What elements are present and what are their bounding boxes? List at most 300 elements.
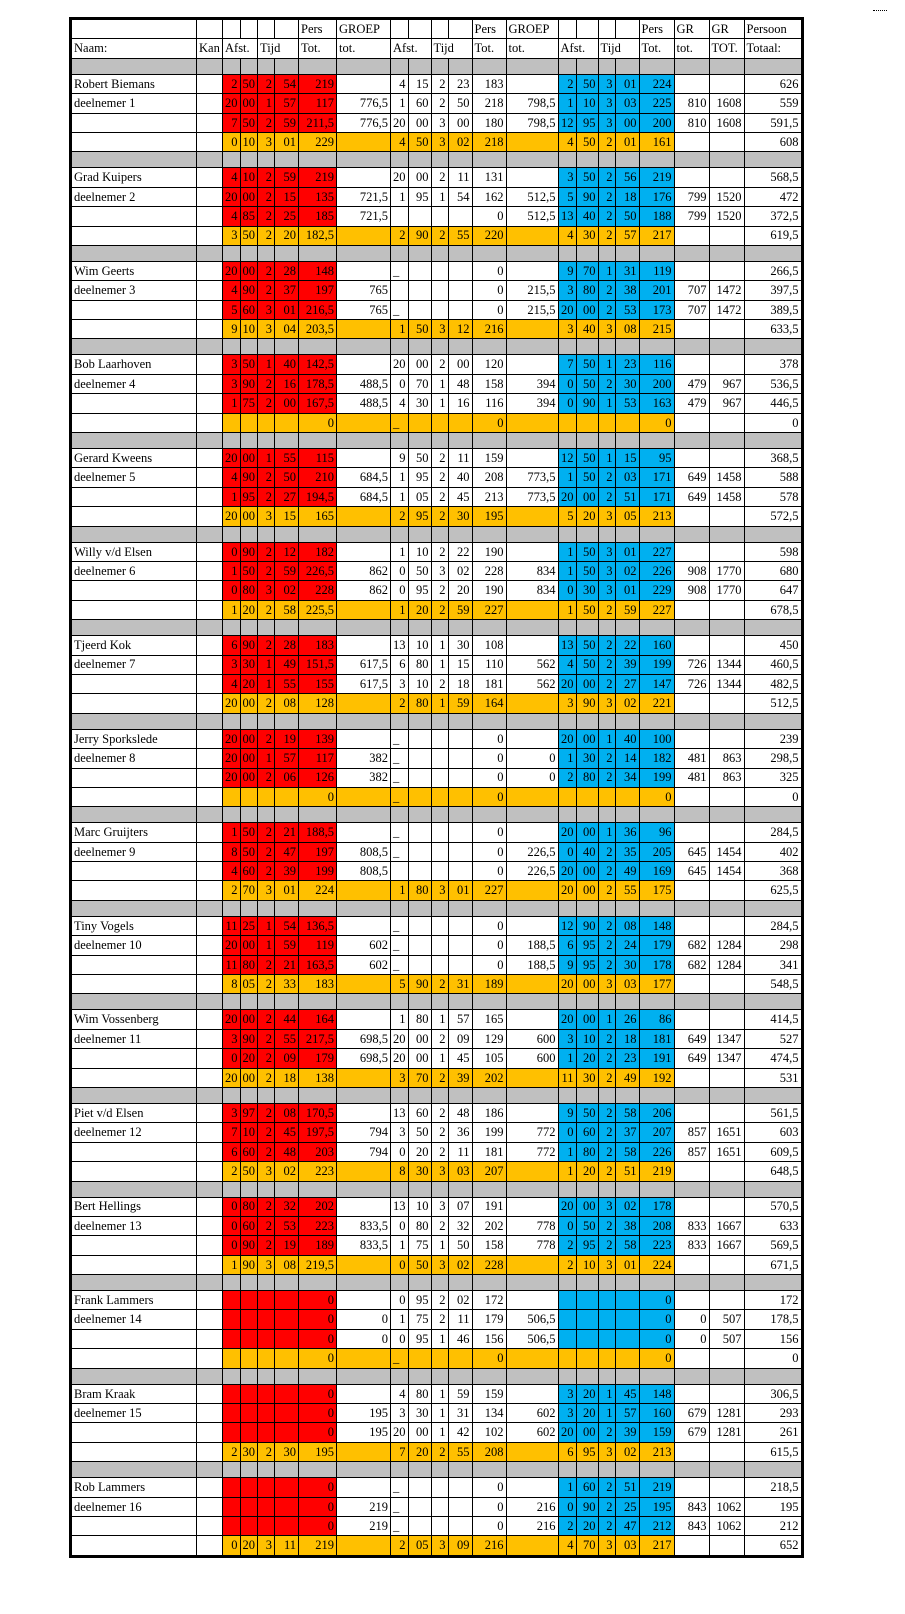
score-cell: 190 [472, 581, 506, 600]
header-cell [240, 20, 258, 39]
score-cell [674, 74, 709, 93]
score-cell: 148 [639, 916, 674, 935]
score-cell: 40 [576, 842, 598, 861]
score-cell: 3 [558, 1029, 576, 1048]
score-cell [275, 1349, 299, 1368]
score-cell: 0 [299, 787, 337, 806]
separator-cell [598, 994, 615, 1010]
score-cell [506, 1291, 558, 1310]
score-cell: 01 [448, 881, 472, 900]
score-cell [431, 768, 448, 787]
separator-row [72, 152, 802, 168]
score-cell [197, 1291, 223, 1310]
score-cell: 2 [598, 1423, 615, 1442]
separator-cell [674, 1087, 709, 1103]
separator-cell [408, 58, 431, 74]
score-cell [576, 1291, 598, 1310]
score-cell: 450 [744, 636, 801, 655]
score-cell [197, 916, 223, 935]
score-cell: 6 [223, 1142, 241, 1161]
score-cell [240, 1497, 258, 1516]
separator-cell [258, 807, 275, 823]
score-cell: 117 [299, 94, 337, 113]
participant-name-cell [72, 1068, 197, 1087]
separator-cell [337, 526, 391, 542]
separator-cell [744, 1181, 801, 1197]
score-cell: 20 [223, 449, 241, 468]
separator-cell [615, 713, 639, 729]
score-cell: 284,5 [744, 916, 801, 935]
score-cell [448, 916, 472, 935]
score-cell: 1667 [709, 1216, 744, 1235]
score-cell: 181 [472, 674, 506, 693]
score-cell: 148 [639, 1384, 674, 1403]
separator-cell [197, 620, 223, 636]
score-cell: _ [391, 1497, 409, 1516]
score-cell: 1 [431, 394, 448, 413]
score-cell: 20 [408, 1142, 431, 1161]
participant-summary-row [72, 507, 802, 526]
score-cell: 2 [558, 1255, 576, 1274]
score-cell [408, 842, 431, 861]
score-cell: 51 [615, 1478, 639, 1497]
separator-cell [299, 807, 337, 823]
separator-cell [223, 1462, 241, 1478]
separator-cell [408, 152, 431, 168]
separator-cell [391, 900, 409, 916]
separator-cell [223, 900, 241, 916]
separator-cell [258, 58, 275, 74]
score-cell: 0 [472, 749, 506, 768]
score-cell [197, 881, 223, 900]
score-cell [197, 1049, 223, 1068]
score-cell: 102 [472, 1423, 506, 1442]
score-cell [337, 600, 391, 619]
score-cell: 2 [431, 94, 448, 113]
separator-cell [223, 1087, 241, 1103]
score-cell [258, 1329, 275, 1348]
separator-cell [472, 58, 506, 74]
separator-cell [598, 620, 615, 636]
score-cell: 227 [472, 881, 506, 900]
participant-row [72, 1216, 802, 1235]
score-cell: 161 [639, 132, 674, 151]
separator-cell [448, 1275, 472, 1291]
score-cell [558, 1349, 576, 1368]
score-cell [506, 1197, 558, 1216]
participant-row [72, 1423, 802, 1442]
score-cell: 20 [558, 487, 576, 506]
separator-cell [744, 1462, 801, 1478]
score-cell [709, 226, 744, 245]
score-cell: 188,5 [299, 823, 337, 842]
separator-cell [709, 526, 744, 542]
separator-cell [240, 807, 258, 823]
separator-cell [639, 1087, 674, 1103]
participant-row [72, 1236, 802, 1255]
score-cell [674, 636, 709, 655]
score-cell: 472 [744, 187, 801, 206]
score-cell: 2 [431, 1142, 448, 1161]
score-cell [337, 413, 391, 432]
score-cell: 49 [615, 862, 639, 881]
participant-row [72, 842, 802, 861]
participant-name-cell: deelnemer 7 [72, 655, 197, 674]
participant-name-cell: deelnemer 13 [72, 1216, 197, 1235]
score-cell [448, 1478, 472, 1497]
score-cell: 3 [223, 1103, 241, 1122]
separator-cell [576, 245, 598, 261]
score-cell: 679 [674, 1404, 709, 1423]
score-cell: _ [391, 1517, 409, 1536]
separator-cell [240, 245, 258, 261]
separator-cell [223, 152, 241, 168]
score-cell: 1 [598, 261, 615, 280]
score-cell: 3 [391, 1404, 409, 1423]
score-cell [506, 916, 558, 935]
score-cell: 58 [615, 1103, 639, 1122]
separator-cell [506, 526, 558, 542]
separator-cell [615, 245, 639, 261]
score-cell: 2 [258, 261, 275, 280]
score-cell: 00 [240, 187, 258, 206]
score-cell: 3 [598, 74, 615, 93]
score-cell: 1 [431, 694, 448, 713]
separator-cell [448, 433, 472, 449]
score-cell [506, 823, 558, 842]
separator-cell [337, 1181, 391, 1197]
score-cell: 95 [408, 1329, 431, 1348]
separator-cell [615, 58, 639, 74]
score-cell: 3 [431, 113, 448, 132]
score-cell: 0 [299, 1291, 337, 1310]
score-cell: 810 [674, 113, 709, 132]
separator-cell [448, 1462, 472, 1478]
score-cell: 50 [615, 207, 639, 226]
score-cell: 20 [223, 729, 241, 748]
score-cell: 10 [240, 320, 258, 339]
score-cell: 4 [223, 281, 241, 300]
score-cell: 1651 [709, 1123, 744, 1142]
score-cell: 182 [639, 749, 674, 768]
score-cell: 20 [576, 1404, 598, 1423]
score-cell: 55 [275, 674, 299, 693]
separator-row [72, 1181, 802, 1197]
participant-name-row [72, 916, 802, 935]
score-cell: 4 [223, 207, 241, 226]
participant-name-cell: Willy v/d Elsen [72, 542, 197, 561]
separator-cell [391, 1275, 409, 1291]
score-cell: 178 [639, 955, 674, 974]
header-cell [197, 20, 223, 39]
score-cell: 1 [258, 355, 275, 374]
score-cell: 95 [408, 581, 431, 600]
score-cell: 31 [448, 975, 472, 994]
score-cell: 50 [240, 1162, 258, 1181]
score-cell: 633 [744, 1216, 801, 1235]
score-cell: 1 [598, 394, 615, 413]
separator-cell [391, 245, 409, 261]
score-cell: 20 [576, 1384, 598, 1403]
score-cell [448, 749, 472, 768]
score-cell [223, 413, 241, 432]
score-cell: 02 [615, 694, 639, 713]
header-cell: GR [674, 20, 709, 39]
score-cell: 00 [240, 261, 258, 280]
score-cell: 20 [240, 600, 258, 619]
participant-row [72, 674, 802, 693]
score-cell: 1 [431, 1423, 448, 1442]
separator-cell [275, 526, 299, 542]
score-cell: 1284 [709, 955, 744, 974]
score-cell [431, 955, 448, 974]
score-cell: _ [391, 823, 409, 842]
score-cell: 20 [223, 768, 241, 787]
score-cell: 2 [258, 842, 275, 861]
separator-cell [223, 1181, 241, 1197]
score-cell: 50 [448, 1236, 472, 1255]
score-cell: 12 [558, 916, 576, 935]
score-cell: 0 [506, 749, 558, 768]
separator-cell [299, 1181, 337, 1197]
score-cell [576, 1329, 598, 1348]
participant-name-cell [72, 507, 197, 526]
score-cell: 2 [258, 187, 275, 206]
score-cell: 20 [223, 94, 241, 113]
score-cell: 2 [598, 132, 615, 151]
score-cell: 20 [408, 1442, 431, 1461]
score-cell [408, 1478, 431, 1497]
score-cell: 50 [240, 823, 258, 842]
score-cell: 908 [674, 581, 709, 600]
participant-name-cell [72, 1442, 197, 1461]
score-cell: 1608 [709, 94, 744, 113]
separator-cell [472, 900, 506, 916]
score-cell: 208 [472, 1442, 506, 1461]
score-cell: 20 [240, 674, 258, 693]
score-cell: 50 [408, 132, 431, 151]
score-cell: 23 [448, 74, 472, 93]
score-cell: 219 [639, 1162, 674, 1181]
score-cell: 18 [448, 674, 472, 693]
score-cell [408, 823, 431, 842]
score-cell: 2 [598, 187, 615, 206]
score-cell: 3 [258, 132, 275, 151]
score-cell: 506,5 [506, 1329, 558, 1348]
separator-cell [576, 1275, 598, 1291]
score-cell: 20 [391, 355, 409, 374]
score-cell: 3 [431, 1162, 448, 1181]
score-cell: 136,5 [299, 916, 337, 935]
score-cell [431, 916, 448, 935]
separator-cell [576, 1087, 598, 1103]
score-cell [674, 1349, 709, 1368]
participant-name-cell: deelnemer 6 [72, 561, 197, 580]
separator-cell [337, 339, 391, 355]
score-cell: _ [391, 787, 409, 806]
score-cell: 3 [223, 1029, 241, 1048]
score-cell: 394 [506, 394, 558, 413]
score-cell: _ [391, 749, 409, 768]
score-cell [337, 74, 391, 93]
score-cell: 372,5 [744, 207, 801, 226]
score-cell [223, 1423, 241, 1442]
score-cell [337, 729, 391, 748]
score-cell: 96 [639, 823, 674, 842]
score-cell: 86 [639, 1010, 674, 1029]
separator-cell [674, 713, 709, 729]
score-cell: 226 [639, 1142, 674, 1161]
participant-name-cell: deelnemer 3 [72, 281, 197, 300]
score-cell [240, 1291, 258, 1310]
separator-cell [744, 245, 801, 261]
score-cell: 181 [639, 1029, 674, 1048]
score-cell [431, 1497, 448, 1516]
score-cell: 126 [299, 768, 337, 787]
score-cell: 2 [258, 394, 275, 413]
score-cell: 0 [472, 413, 506, 432]
score-cell: 90 [576, 187, 598, 206]
score-cell: 7 [391, 1442, 409, 1461]
score-cell: 217 [639, 1536, 674, 1555]
header-cell: tot. [337, 39, 391, 58]
score-cell: 512,5 [506, 207, 558, 226]
score-cell: 177 [639, 975, 674, 994]
score-cell: 2 [223, 74, 241, 93]
score-cell [408, 749, 431, 768]
score-cell: 159 [639, 1423, 674, 1442]
score-cell: 325 [744, 768, 801, 787]
separator-cell [240, 58, 258, 74]
separator-cell [506, 994, 558, 1010]
score-cell: 38 [615, 281, 639, 300]
score-cell: 682 [674, 955, 709, 974]
score-cell: 1281 [709, 1423, 744, 1442]
score-cell: 165 [472, 1010, 506, 1029]
separator-cell [576, 807, 598, 823]
participant-name-cell: deelnemer 10 [72, 936, 197, 955]
score-cell [223, 1478, 241, 1497]
separator-cell [337, 245, 391, 261]
corner-mark [873, 10, 887, 11]
separator-cell [391, 339, 409, 355]
score-cell: 0 [472, 955, 506, 974]
score-cell: 22 [615, 636, 639, 655]
score-cell: 863 [709, 768, 744, 787]
separator-cell [674, 526, 709, 542]
separator-cell [615, 1462, 639, 1478]
score-cell: 15 [615, 449, 639, 468]
separator-cell [506, 58, 558, 74]
score-cell [674, 542, 709, 561]
score-cell: 10 [576, 1255, 598, 1274]
score-cell: 50 [408, 1123, 431, 1142]
separator-cell [431, 1368, 448, 1384]
score-cell: 1284 [709, 936, 744, 955]
score-cell [408, 862, 431, 881]
score-cell: 2 [258, 823, 275, 842]
score-cell: 28 [275, 261, 299, 280]
score-cell: 50 [576, 168, 598, 187]
score-cell: 50 [576, 468, 598, 487]
separator-cell [744, 339, 801, 355]
score-cell: 3 [258, 300, 275, 319]
score-cell: 70 [408, 1068, 431, 1087]
score-cell: 1 [431, 1049, 448, 1068]
score-cell [223, 1517, 241, 1536]
separator-cell [576, 1462, 598, 1478]
score-cell [197, 542, 223, 561]
score-cell: 1 [258, 936, 275, 955]
score-cell: 0 [472, 936, 506, 955]
score-cell: 135 [299, 187, 337, 206]
separator-cell [744, 1368, 801, 1384]
separator-cell [709, 807, 744, 823]
participant-name-cell [72, 694, 197, 713]
separator-cell [223, 1275, 241, 1291]
score-cell: 216,5 [299, 300, 337, 319]
score-cell: 1 [223, 1255, 241, 1274]
separator-cell [448, 58, 472, 74]
score-cell: 1458 [709, 487, 744, 506]
separator-cell [448, 807, 472, 823]
score-cell: 36 [615, 823, 639, 842]
score-cell: 1 [558, 542, 576, 561]
score-cell: 226,5 [506, 842, 558, 861]
score-cell [337, 823, 391, 842]
separator-cell [598, 1368, 615, 1384]
separator-cell [709, 339, 744, 355]
separator-cell [391, 58, 409, 74]
score-cell: 0 [223, 1536, 241, 1555]
score-cell: 95 [639, 449, 674, 468]
score-cell: 59 [448, 694, 472, 713]
participant-name-cell: deelnemer 15 [72, 1404, 197, 1423]
score-cell: 2 [598, 1497, 615, 1516]
score-cell [197, 1423, 223, 1442]
score-cell: 810 [674, 94, 709, 113]
score-cell: 4 [391, 74, 409, 93]
score-cell: 1 [391, 320, 409, 339]
separator-cell [72, 994, 197, 1010]
separator-cell [709, 245, 744, 261]
score-cell [558, 1291, 576, 1310]
score-cell: 2 [598, 1216, 615, 1235]
score-cell: 38 [615, 1216, 639, 1235]
score-cell: 199 [299, 862, 337, 881]
score-cell: 202 [299, 1197, 337, 1216]
score-cell: 20 [558, 674, 576, 693]
score-cell [448, 207, 472, 226]
separator-cell [674, 807, 709, 823]
score-cell [448, 768, 472, 787]
score-cell [240, 1310, 258, 1329]
score-cell: 2 [258, 1029, 275, 1048]
score-cell [408, 768, 431, 787]
separator-cell [639, 339, 674, 355]
separator-cell [72, 1368, 197, 1384]
score-cell: 0 [223, 1049, 241, 1068]
score-cell: 649 [674, 487, 709, 506]
score-cell [506, 542, 558, 561]
separator-cell [275, 58, 299, 74]
score-cell [506, 600, 558, 619]
score-cell [709, 1536, 744, 1555]
separator-cell [408, 433, 431, 449]
score-cell: 15 [448, 655, 472, 674]
participant-row [72, 487, 802, 506]
score-cell: 01 [615, 74, 639, 93]
